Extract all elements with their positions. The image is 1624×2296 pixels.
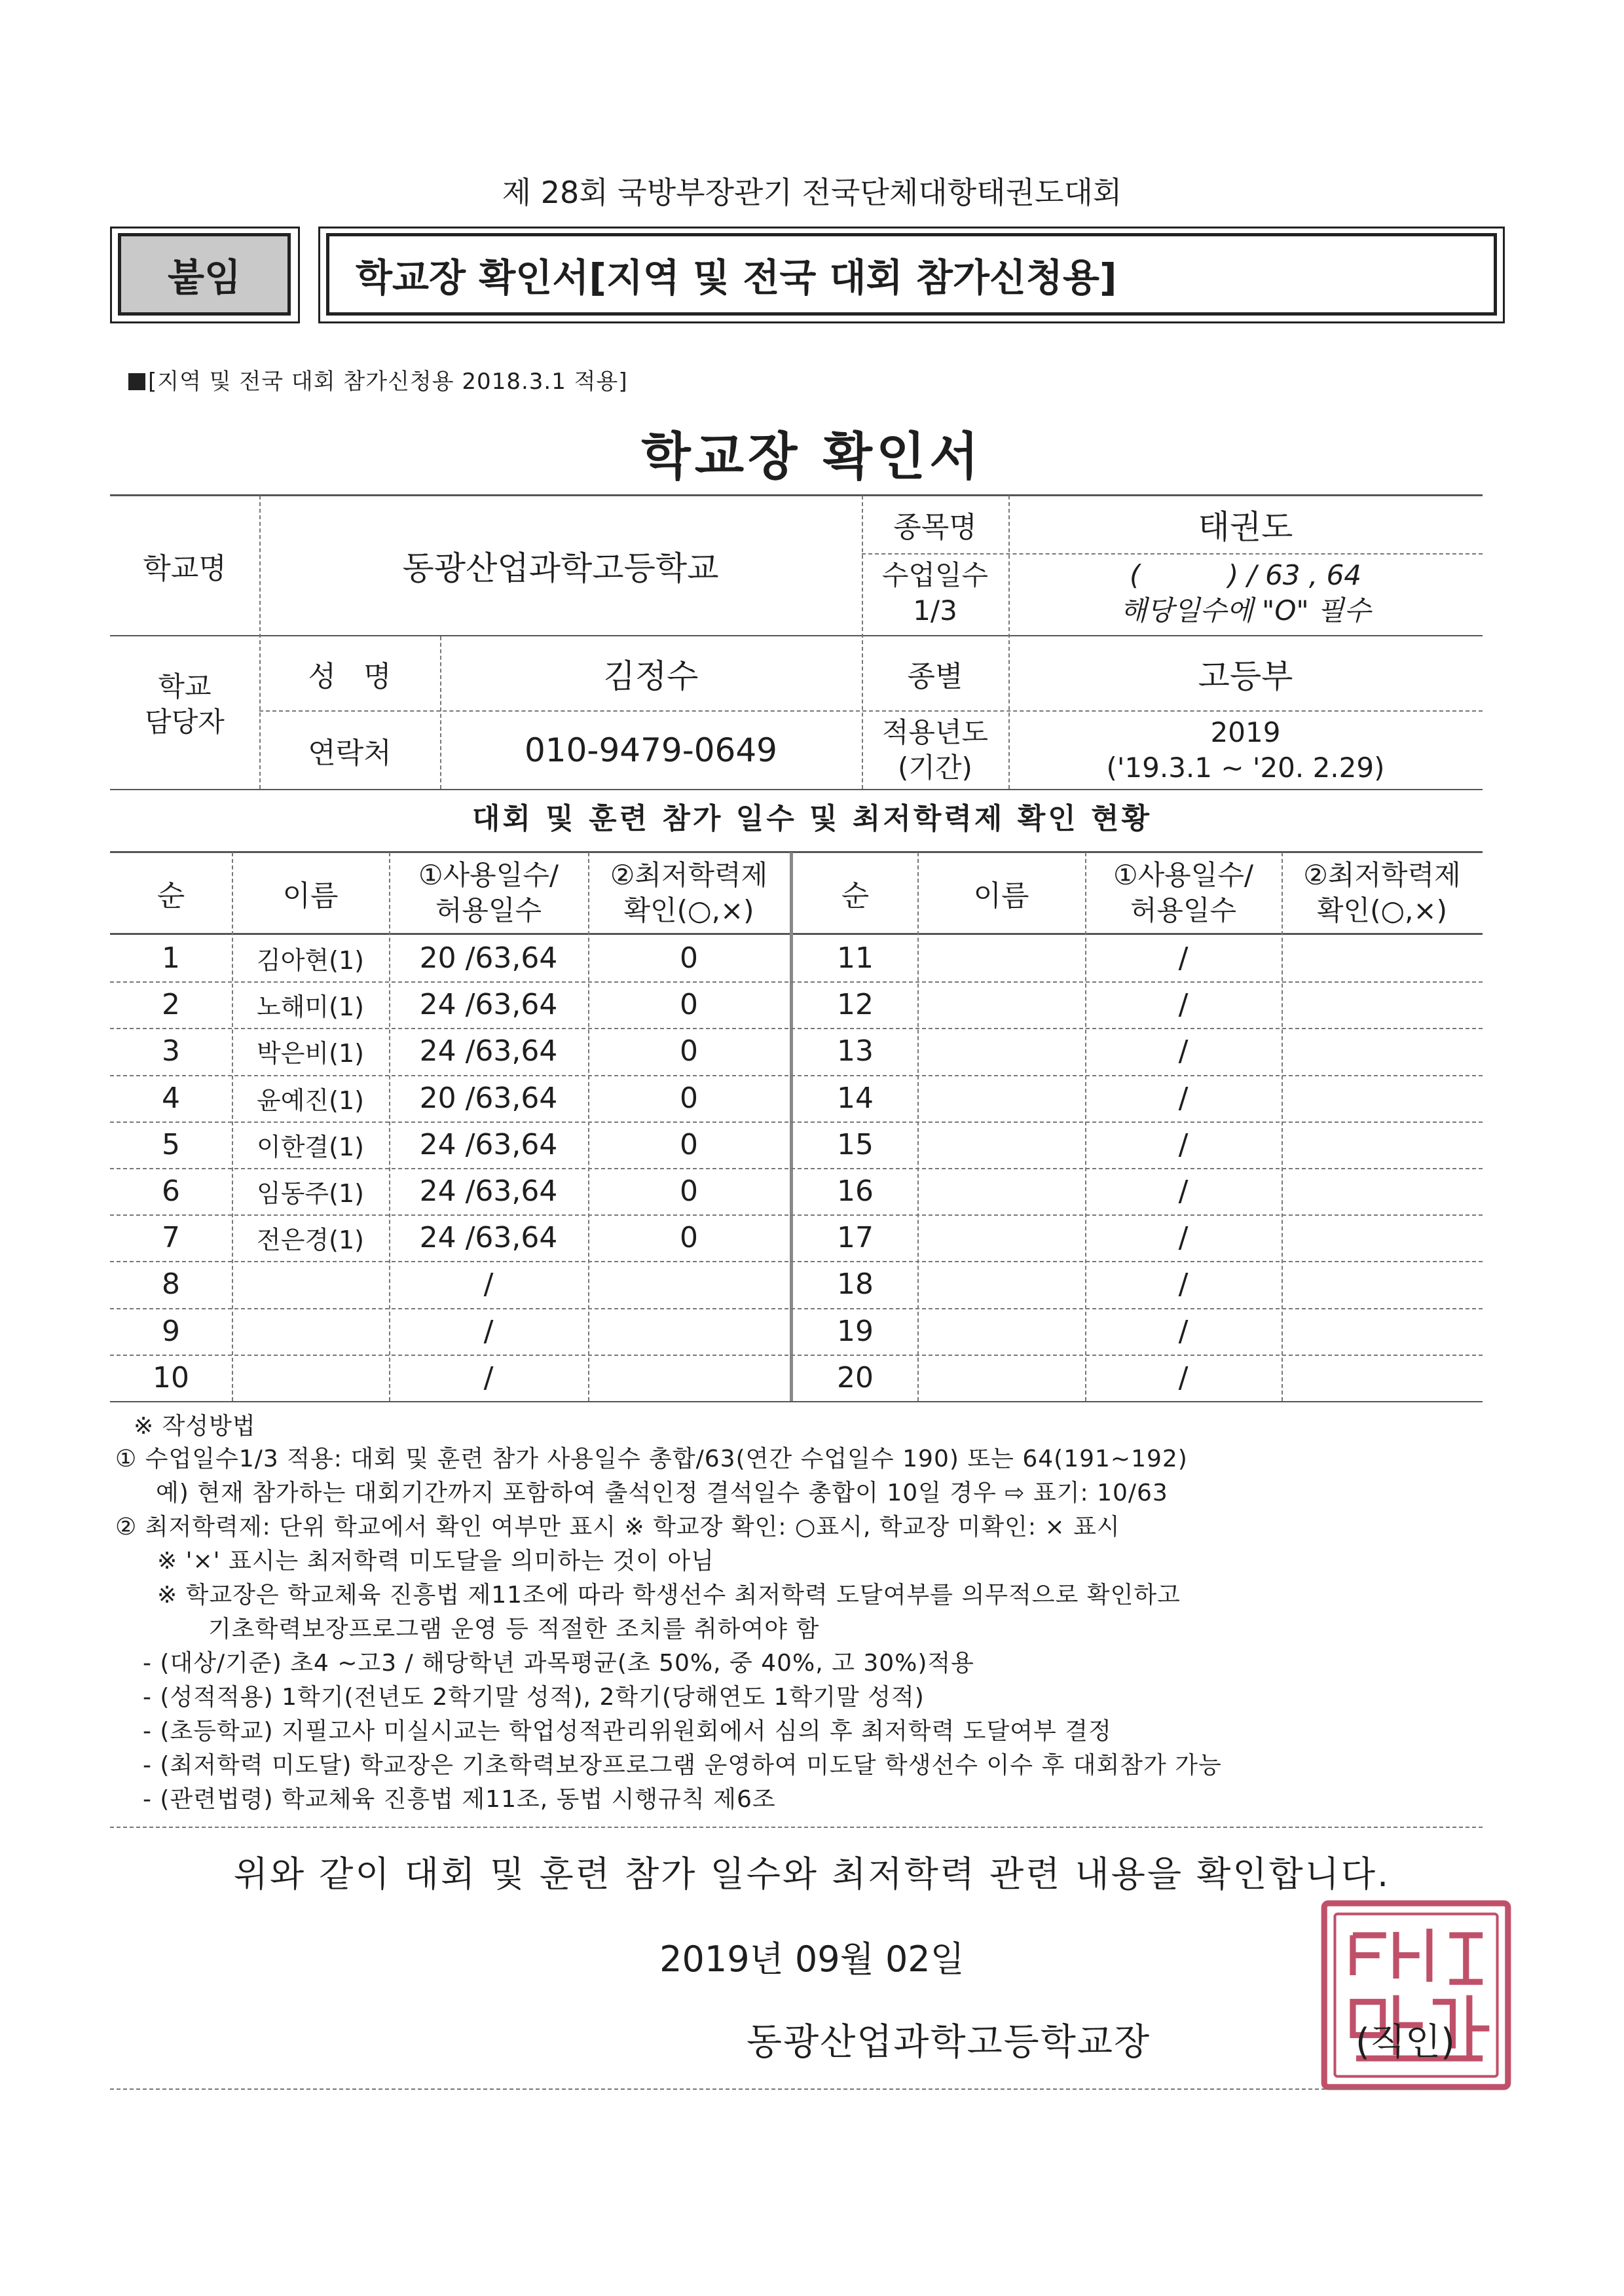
row-name: 윤예진(1)	[257, 1085, 364, 1115]
col-header-days	[389, 858, 588, 928]
row-name: 박은비(1)	[257, 1039, 364, 1068]
row-no: 10	[153, 1360, 189, 1394]
row-name	[232, 1261, 389, 1307]
row-check	[1282, 1075, 1483, 1121]
column-divider	[1282, 852, 1283, 1401]
issue-date: 2019년 09월 02일	[659, 1939, 965, 1980]
row-no: 8	[162, 1267, 180, 1302]
col-header-no: 순	[157, 879, 185, 913]
note-item: ※ 학교장은 학교체육 진흥법 제11조에 따라 학생선수 최저학력 도달여부를 의무적으로 확인하고	[157, 1582, 1181, 1609]
row-no: 7	[162, 1221, 180, 1255]
row-days: 20 /63,64	[419, 1081, 558, 1115]
section-title: 대회 및 훈련 참가 일수 및 최저학력제 확인 현황	[471, 802, 1153, 835]
row-name: 김아현(1)	[257, 946, 364, 975]
row-divider	[110, 1214, 1483, 1216]
attachment-label: 붙임	[118, 233, 291, 316]
row-check	[1282, 935, 1483, 981]
column-divider	[917, 852, 919, 1401]
event-name-label: 종목명	[893, 511, 977, 544]
row-check	[588, 1308, 790, 1355]
row-check: 0	[680, 1221, 698, 1255]
row-name	[917, 1121, 1085, 1168]
row-name: 전은경(1)	[257, 1226, 364, 1255]
row-check	[588, 1355, 790, 1401]
contact-label: 연락처	[308, 737, 392, 770]
event-title: 제 28회 국방부장관기 전국단체대항태권도대회	[502, 175, 1122, 210]
col-header-name: 이름	[973, 879, 1029, 913]
row-check	[1282, 1121, 1483, 1168]
row-check	[1282, 1308, 1483, 1355]
row-no: 1	[162, 941, 180, 975]
col-header-check-line1: ②최저학력제	[1303, 859, 1461, 891]
row-check: 0	[680, 988, 698, 1022]
row-days: /	[1178, 1175, 1189, 1209]
note-item: ① 수업일수1/3 적용: 대회 및 훈련 참가 사용일수 총합/63(연간 수업일수 190) 또는 64(191~192)	[115, 1446, 1188, 1472]
row-days: 24 /63,64	[419, 1034, 558, 1068]
manager-label	[110, 669, 259, 740]
row-no: 13	[837, 1034, 874, 1068]
row-check: 0	[680, 1175, 698, 1209]
principal-title: 동광산업과학고등학교장	[747, 2021, 1151, 2064]
participants-table-bottom-border	[110, 1401, 1483, 1402]
class-days-note: 해당일수에 "O" 필수	[1120, 594, 1371, 627]
col-header-days-line2: 허용일수	[1130, 894, 1237, 926]
row-name	[917, 1075, 1085, 1121]
row-divider	[110, 1168, 1483, 1169]
column-divider	[232, 852, 233, 1401]
row-no: 19	[837, 1314, 874, 1348]
row-no: 5	[162, 1127, 180, 1161]
row-name	[917, 1168, 1085, 1214]
manager-label-line1: 학교	[158, 670, 212, 702]
row-days: /	[1178, 1127, 1189, 1161]
confirmation-text: 위와 같이 대회 및 훈련 참가 일수와 최저학력 관련 내용을 확인합니다.	[233, 1853, 1391, 1895]
seal-label: (직인)	[1356, 2021, 1455, 2064]
row-no: 2	[162, 988, 180, 1022]
note-item: 예) 현재 참가하는 대회기간까지 포함하여 출석인정 결석일수 총합이 10일 경우 ⇨ 표기: 10/63	[156, 1480, 1168, 1506]
year-label-line2: (기간)	[898, 752, 972, 784]
footer-divider	[110, 2088, 1483, 2090]
event-name-value: 태권도	[1198, 508, 1293, 546]
row-name	[917, 1308, 1085, 1355]
manager-name-label: 성 명	[308, 659, 392, 693]
row-no: 9	[162, 1314, 180, 1348]
col-header-days-line1: ①사용일수/	[418, 859, 559, 891]
col-header-check-line1: ②최저학력제	[610, 859, 768, 891]
row-divider	[110, 1308, 1483, 1309]
row-divider	[110, 1028, 1483, 1029]
col-header-no: 순	[841, 879, 870, 913]
row-check	[1282, 981, 1483, 1028]
row-days: 24 /63,64	[419, 1175, 558, 1209]
row-no: 17	[837, 1221, 874, 1255]
row-days: /	[1178, 988, 1189, 1022]
col-header-days-line2: 허용일수	[435, 894, 542, 926]
school-name-label: 학교명	[143, 551, 227, 585]
row-name	[917, 1355, 1085, 1401]
row-name	[917, 1261, 1085, 1307]
col-header-name: 이름	[282, 879, 339, 913]
col-header-check	[1282, 858, 1483, 928]
row-no: 11	[837, 941, 874, 975]
row-days: /	[1178, 1314, 1189, 1348]
column-divider	[1085, 852, 1086, 1401]
row-check	[1282, 1355, 1483, 1401]
class-days-ratio: ( ) / 63 , 64	[1129, 559, 1362, 591]
row-days: /	[1178, 941, 1189, 975]
note-item: - (초등학교) 지필고사 미실시교는 학업성적관리위원회에서 심의 후 최저학력 도달여부 결정	[143, 1718, 1112, 1745]
row-days: /	[483, 1314, 494, 1348]
row-days: /	[1178, 1034, 1189, 1068]
school-name-value: 동광산업과학고등학교	[402, 549, 719, 587]
row-days: 24 /63,64	[419, 1127, 558, 1161]
row-name	[917, 935, 1085, 981]
row-days: /	[483, 1360, 494, 1394]
row-check: 0	[680, 1034, 698, 1068]
row-divider	[110, 981, 1483, 983]
class-days-label	[862, 558, 1008, 629]
manager-name-value: 김정수	[603, 657, 699, 695]
note-item: - (관련법령) 학교체육 진흥법 제11조, 동법 시행규칙 제6조	[143, 1786, 776, 1813]
year-value-year: 2019	[1210, 716, 1281, 748]
note-item: - (대상/기준) 초4 ~고3 / 해당학년 과목평균(초 50%, 중 40%, 고 30%)적용	[143, 1650, 974, 1677]
row-days: 24 /63,64	[419, 988, 558, 1022]
class-days-label-line2: 1/3	[913, 594, 957, 627]
year-value-period: ('19.3.1 ~ '20. 2.29)	[1106, 752, 1385, 784]
row-check: 0	[680, 1127, 698, 1161]
row-days: 24 /63,64	[419, 1221, 558, 1255]
row-no: 12	[837, 988, 874, 1022]
main-title: 학교장 확인서	[641, 428, 983, 486]
row-days: /	[1178, 1081, 1189, 1115]
note-item: - (최저학력 미도달) 학교장은 기초학력보장프로그램 운영하여 미도달 학생선수 이수 후 대회참가 가능	[143, 1752, 1222, 1779]
row-check: 0	[680, 941, 698, 975]
row-name: 노해미(1)	[257, 993, 364, 1022]
row-no: 20	[837, 1360, 874, 1394]
document-heading: 학교장 확인서[지역 및 전국 대회 참가신청용]	[326, 233, 1497, 316]
square-bullet-icon	[128, 373, 145, 390]
row-name	[232, 1355, 389, 1401]
row-days: 20 /63,64	[419, 941, 558, 975]
row-no: 6	[162, 1175, 180, 1209]
col-header-check-line2: 확인(○,×)	[623, 894, 754, 926]
row-check	[1282, 1261, 1483, 1307]
year-label	[862, 715, 1008, 786]
note-item: - (성적적용) 1학기(전년도 2학기말 성적), 2학기(당해연도 1학기말 성적)	[143, 1684, 925, 1711]
row-check	[588, 1261, 790, 1307]
row-days: /	[1178, 1221, 1189, 1255]
row-no: 15	[837, 1127, 874, 1161]
col-header-days-line1: ①사용일수/	[1113, 859, 1254, 891]
contact-value: 010-9479-0649	[524, 731, 777, 769]
row-divider	[110, 1121, 1483, 1123]
row-no: 3	[162, 1034, 180, 1068]
row-name	[232, 1308, 389, 1355]
row-name: 임동주(1)	[257, 1179, 364, 1209]
note-item: ※ '×' 표시는 최저학력 미도달을 의미하는 것이 아님	[157, 1548, 714, 1575]
row-name	[917, 1028, 1085, 1074]
applied-note	[128, 363, 628, 395]
info-divider	[862, 553, 1483, 555]
col-header-check	[588, 858, 790, 928]
column-divider	[389, 852, 390, 1401]
row-check	[1282, 1028, 1483, 1074]
applied-note-text: [지역 및 전국 대회 참가신청용 2018.3.1 적용]	[148, 369, 628, 395]
note-item: 기초학력보장프로그램 운영 등 적절한 조치를 취하여야 함	[208, 1616, 820, 1643]
row-divider	[110, 1355, 1483, 1356]
col-header-check-line2: 확인(○,×)	[1316, 894, 1448, 926]
row-days: /	[483, 1267, 494, 1302]
column-divider	[588, 852, 589, 1401]
col-header-days	[1085, 858, 1282, 928]
note-heading: ※ 작성방법	[134, 1413, 256, 1440]
row-check	[1282, 1168, 1483, 1214]
row-name: 이한결(1)	[257, 1132, 364, 1161]
row-name	[917, 1214, 1085, 1261]
note-item: ② 최저학력제: 단위 학교에서 확인 여부만 표시 ※ 학교장 확인: ○표시, 학교장 미확인: × 표시	[115, 1514, 1120, 1540]
row-no: 14	[837, 1081, 874, 1115]
row-check	[1282, 1214, 1483, 1261]
row-divider	[110, 1075, 1483, 1076]
row-no: 16	[837, 1175, 874, 1209]
row-days: /	[1178, 1360, 1189, 1394]
row-no: 18	[837, 1267, 874, 1302]
manager-label-line2: 담당자	[145, 706, 225, 738]
category-label: 종별	[907, 659, 963, 693]
class-days-label-line1: 수업일수	[881, 559, 989, 591]
row-days: /	[1178, 1267, 1189, 1302]
year-value	[1008, 715, 1483, 786]
row-name	[917, 981, 1085, 1028]
row-check: 0	[680, 1081, 698, 1115]
category-value: 고등부	[1198, 657, 1293, 695]
row-divider	[110, 1261, 1483, 1262]
notes-divider	[110, 1827, 1483, 1828]
info-table-bottom-border	[110, 789, 1483, 790]
row-no: 4	[162, 1081, 180, 1115]
year-label-line1: 적용년도	[881, 716, 989, 748]
class-days-value	[1008, 558, 1483, 629]
